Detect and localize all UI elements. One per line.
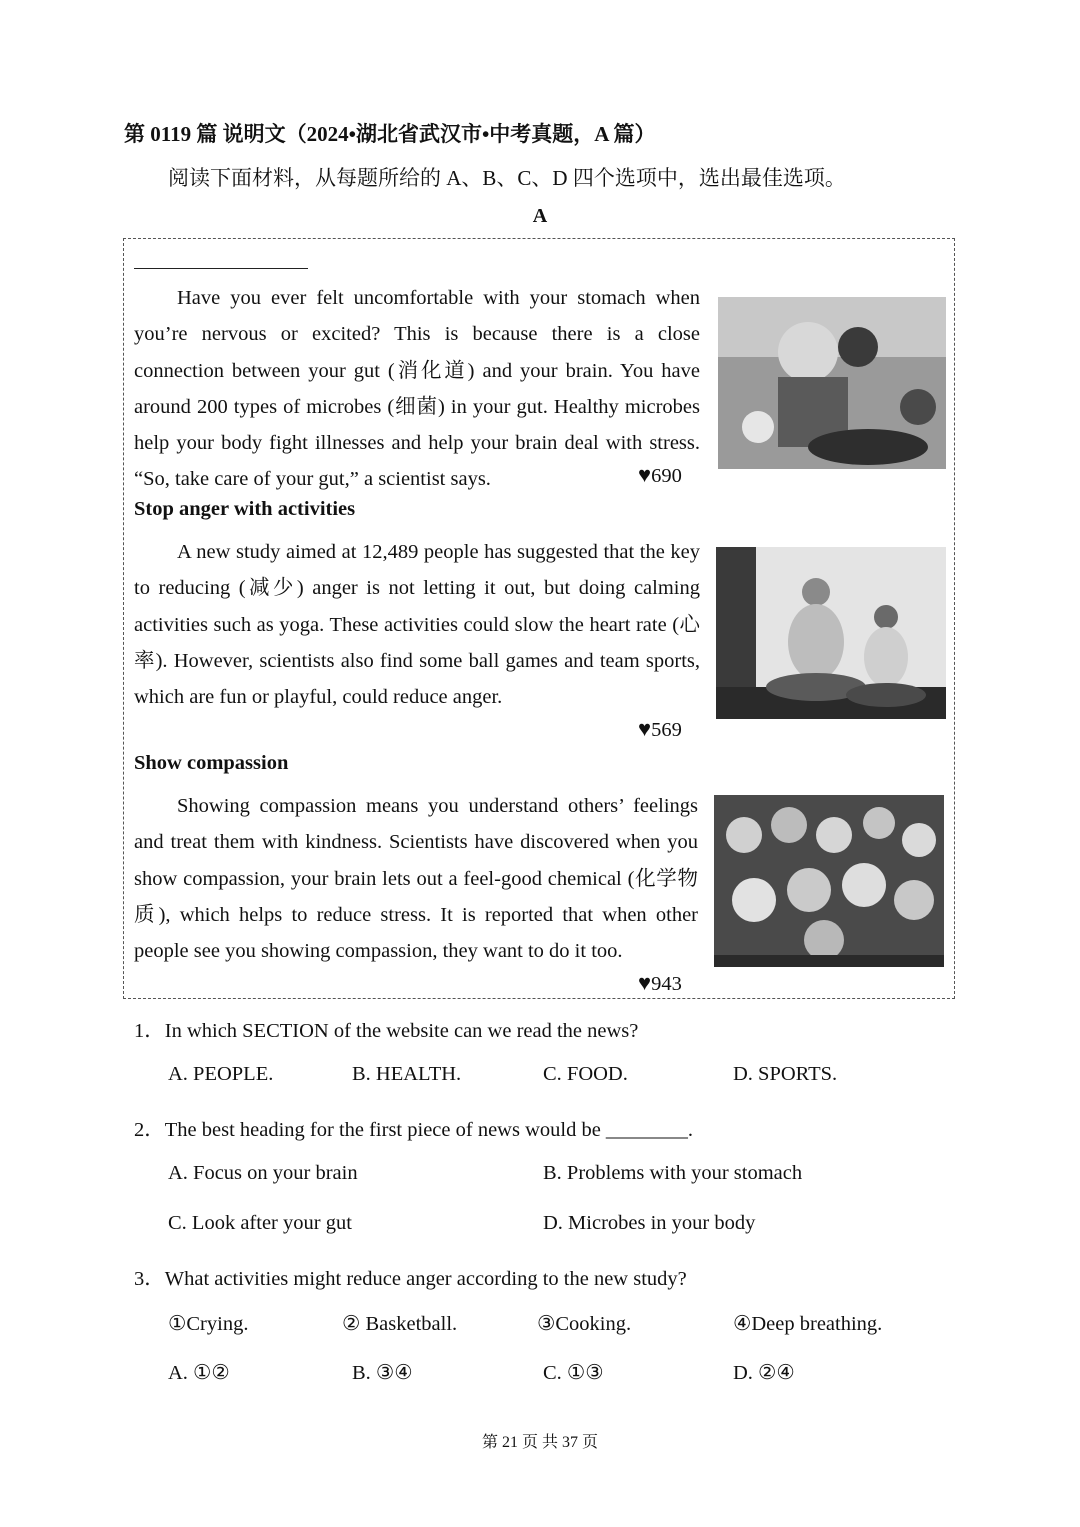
question-3-item-1: ①Crying.	[168, 1313, 249, 1335]
heading-blank-line	[134, 268, 308, 269]
news-3-text: Showing compassion means you understand others’ feelings and treat them with kindness. Scientists have discovered when you show compassion, your brain lets out a feel-good chemical (化学物质), which helps to reduce stress. It is reported that when other people see you showing compassion, they want to do it too.	[134, 795, 698, 963]
news-3-likes: ♥943	[638, 970, 682, 995]
news-1-photo	[718, 297, 946, 469]
question-3-stem: 3．What activities might reduce anger according to the new study?	[134, 1268, 687, 1290]
news-2-text: A new study aimed at 12,489 people has suggested that the key to reducing (减少) anger is not letting it out, but doing calming activities such as yoga. These activities could slow the heart rate (心率). However, scientists also find some ball games and team sports, which are fun or playful, could reduce anger.	[134, 541, 700, 709]
question-1-option-c: C. FOOD.	[543, 1063, 628, 1085]
page-footer: 第 21 页 共 37 页	[481, 1434, 598, 1451]
group-of-kids-photo	[714, 795, 944, 967]
question-3-option-c: C. ①③	[543, 1362, 604, 1384]
question-2-option-a: A. Focus on your brain	[168, 1162, 358, 1184]
news-2-photo	[716, 547, 946, 719]
instruction-text: 阅读下面材料，从每题所给的 A、B、C、D 四个选项中，选出最佳选项。	[168, 166, 846, 190]
passage-letter: A	[532, 205, 548, 227]
question-3-item-3: ③Cooking.	[537, 1313, 632, 1335]
question-2-option-c: C. Look after your gut	[168, 1212, 352, 1234]
question-1-option-d: D. SPORTS.	[733, 1063, 838, 1085]
question-1-option-b: B. HEALTH.	[352, 1063, 462, 1085]
question-3-item-2: ② Basketball.	[342, 1313, 458, 1335]
heart-icon: ♥	[638, 970, 652, 995]
question-3-option-d: D. ②④	[733, 1362, 795, 1384]
question-1-option-a: A. PEOPLE.	[168, 1063, 274, 1085]
question-2-option-b: B. Problems with your stomach	[543, 1162, 803, 1184]
question-3-item-4: ④Deep breathing.	[733, 1313, 883, 1335]
question-2-option-d: D. Microbes in your body	[543, 1212, 756, 1234]
news-2-heading: Stop anger with activities	[134, 498, 356, 520]
news-3-heading: Show compassion	[134, 752, 289, 774]
question-3-option-b: B. ③④	[352, 1362, 413, 1384]
child-with-vegetables-photo	[718, 297, 946, 469]
heart-icon: ♥	[638, 462, 652, 487]
question-3-option-a: A. ①②	[168, 1362, 230, 1384]
question-2-stem: 2．The best heading for the first piece of news would be ________.	[134, 1119, 694, 1141]
question-1-stem: 1．In which SECTION of the website can we read the news?	[134, 1020, 639, 1042]
yoga-mother-daughter-photo	[716, 547, 946, 719]
news-2-likes: ♥569	[638, 716, 682, 741]
page-title: 第 0119 篇 说明文（2024•湖北省武汉市•中考真题，A 篇）	[124, 122, 656, 146]
news-1-likes: ♥690	[638, 462, 682, 487]
news-3-photo	[714, 795, 944, 967]
news-1-text: Have you ever felt uncomfortable with your stomach when you’re nervous or excited? This is because there is a close connection between your gut (消化道) and your brain. You have around 200 types of microbes (细菌) in your gut. Healthy microbes help your body fight illnesses and help your brain deal with stress. “So, take care of your gut,” a scientist says.	[134, 287, 700, 491]
heart-icon: ♥	[638, 716, 652, 741]
